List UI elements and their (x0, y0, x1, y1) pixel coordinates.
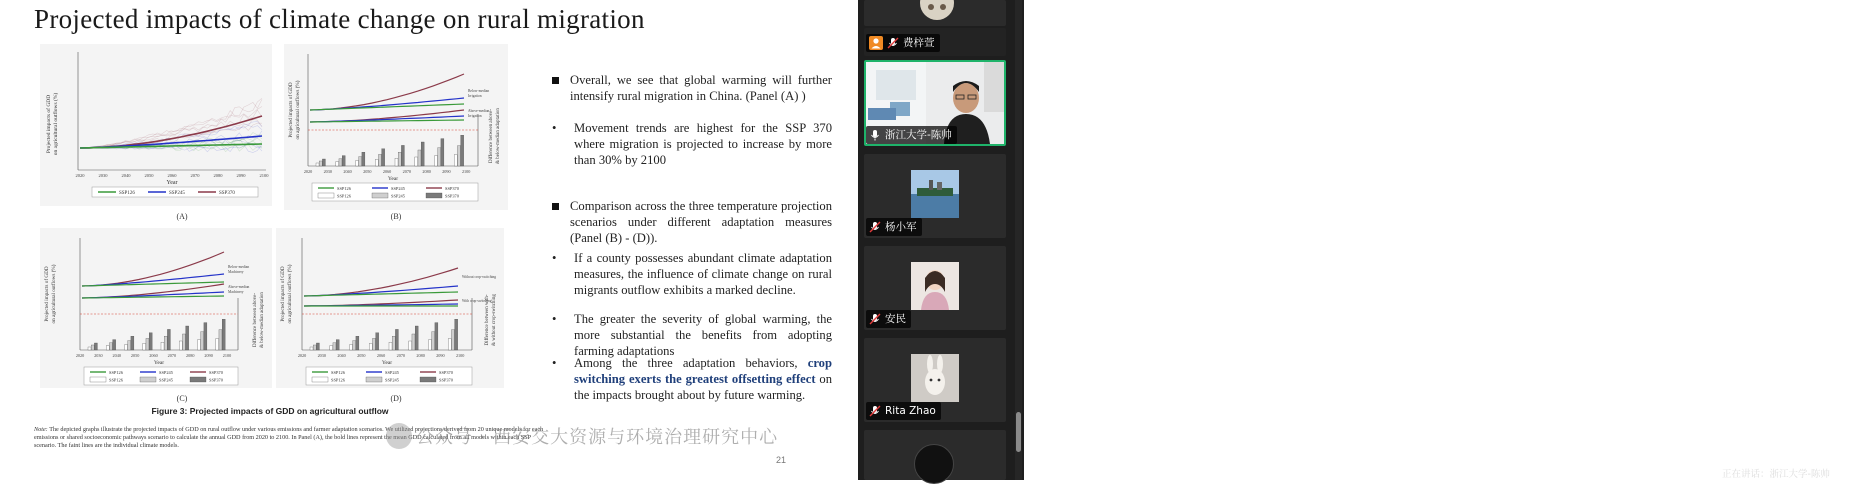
participant-sidebar (858, 0, 1830, 480)
panel-b-caption: (B) (390, 212, 402, 221)
legend-bar-swatch (372, 193, 388, 198)
legend-bar-swatch (140, 377, 156, 382)
x-tick-label: 2040 (343, 169, 352, 174)
difference-bar (322, 159, 325, 166)
difference-bar (398, 152, 401, 166)
x-tick-label: 2070 (167, 353, 177, 358)
presentation-slide (0, 0, 858, 480)
x-tick-label: 2050 (130, 353, 140, 358)
x-tick-label: 2100 (461, 169, 471, 174)
difference-bar (356, 336, 359, 350)
x-axis-label: Year (387, 176, 399, 182)
dot-bullet-icon: • (552, 312, 557, 326)
difference-bar (336, 340, 339, 350)
series-annotation: Machinery (228, 290, 244, 294)
mic-active-icon (869, 129, 881, 141)
bullet-overall-text: Overall, we see that global warming will further intensify rural migration in China. (Panel (A) ) (570, 73, 832, 103)
series-annotation: Irrigation (468, 94, 482, 98)
speaking-indicator: 正在讲话：浙江大学-陈帅 (1722, 469, 1830, 480)
x-axis-label: Year (381, 360, 393, 366)
legend-label: SSP370 (209, 370, 223, 375)
legend-a-ssp245: SSP245 (169, 191, 185, 196)
difference-bar (204, 323, 207, 350)
legend-label: SSP126 (109, 377, 123, 383)
x-tick-label: 2080 (422, 169, 431, 174)
participant-name: 杨小军 (885, 221, 917, 233)
ssp126-without-line (304, 292, 458, 296)
bullet-sub-3 (552, 355, 832, 403)
x-tick-label: 2040 (112, 353, 121, 358)
y2-axis-label: Difference between above- (489, 108, 494, 164)
panel-a-ylabel: Projected impacts of GDD (46, 94, 52, 154)
difference-bar (375, 159, 378, 166)
x-tick-label: 2090 (442, 169, 451, 174)
legend-a-ssp370: SSP370 (219, 191, 235, 196)
difference-bar (461, 135, 464, 166)
difference-bar (382, 149, 385, 166)
difference-bar (219, 330, 222, 350)
x-tick-label: 2040 (337, 353, 346, 358)
sidebar-scroll-track[interactable] (1015, 0, 1022, 480)
square-bullet-icon (552, 203, 559, 210)
participant-name-bar (866, 402, 941, 420)
difference-bar (182, 334, 185, 350)
y-axis-label: Projected impacts of GDD (288, 82, 294, 138)
x-tick-label: 2070 (190, 173, 200, 178)
slide-number: 21 (776, 455, 787, 465)
difference-bar (409, 341, 412, 350)
legend-bar-swatch (318, 193, 334, 198)
x-axis-label: Year (153, 360, 165, 366)
difference-bar (336, 162, 339, 166)
avatar (911, 170, 959, 218)
y2-axis-label: Difference between above- (253, 292, 258, 348)
participant-name: 费梓萱 (903, 37, 935, 49)
participant-tile-partial[interactable] (864, 430, 1006, 480)
participant-tile-partial[interactable] (864, 0, 1006, 26)
series-annotation: Machinery (228, 270, 244, 274)
difference-bar (356, 161, 359, 166)
x-tick-label: 2030 (317, 353, 326, 358)
legend-bar-swatch (366, 377, 382, 382)
y-axis-label: on agricultural outflows (%) (287, 264, 293, 324)
panel-b (284, 44, 508, 210)
participant-name: Rita Zhao (885, 405, 936, 417)
x-tick-label: 2070 (402, 169, 412, 174)
participant-tile[interactable] (864, 154, 1006, 238)
difference-bar (392, 336, 395, 350)
x-tick-label: 2100 (455, 353, 465, 358)
x-tick-label: 2030 (94, 353, 103, 358)
difference-bar (438, 148, 441, 166)
x-tick-label: 2040 (121, 173, 131, 178)
participant-tile-host[interactable] (864, 28, 1006, 56)
panel-d-caption: (D) (390, 394, 402, 403)
figure-note-label: Note: (34, 426, 48, 433)
ssp126-below-line (82, 282, 224, 286)
difference-bar (143, 343, 146, 350)
series-annotation: Above-median (468, 109, 490, 113)
legend-label: SSP370 (445, 186, 459, 191)
x-tick-label: 2100 (259, 173, 269, 178)
bullet-comparison (570, 198, 832, 246)
x-tick-label: 2060 (376, 353, 386, 358)
watermark: 公众号 · 西安交大资源与环境治理研究中心 (416, 427, 779, 448)
bullet-overall-sub-text: Movement trends are highest for the SSP 370 where migration is projected to increase by more than 30% by 2100 (574, 121, 832, 167)
difference-bar (418, 150, 421, 166)
difference-bar (316, 343, 319, 350)
bullet-sub-3-post: on the impacts brought about by future warming. (574, 372, 832, 402)
legend-label: SSP370 (439, 377, 453, 383)
difference-bar (106, 346, 109, 350)
bullet-sub-1-text: If a county possesses abundant climate adaptation measures, the influence of climate change on rural migrants outflow exhibits a marked decline. (574, 251, 832, 297)
x-tick-label: 2050 (357, 353, 366, 358)
panel-b-chart (284, 44, 508, 210)
x-tick-label: 2020 (75, 173, 85, 178)
x-tick-label: 2100 (222, 353, 232, 358)
series-annotation: Above-median (228, 285, 250, 289)
panel-d-chart (276, 228, 504, 388)
difference-bar (198, 340, 201, 350)
bullet-sub-3-pre: Among the three adaptation behaviors, (574, 356, 808, 370)
legend-label: SSP245 (391, 186, 405, 191)
avatar (920, 0, 954, 20)
x-tick-label: 2060 (382, 169, 392, 174)
panel-a-xlabel: Year (166, 180, 178, 186)
difference-bar (339, 159, 342, 166)
difference-bar (454, 155, 457, 166)
difference-bar (369, 343, 372, 350)
difference-bar (421, 142, 424, 166)
avatar (911, 354, 959, 402)
mic-muted-icon (869, 405, 881, 417)
participant-tile-speaker[interactable] (864, 60, 1006, 146)
legend-a-ssp126: SSP126 (119, 191, 135, 196)
difference-bar (362, 152, 365, 166)
participant-tile[interactable] (864, 246, 1006, 330)
x-tick-label: 2090 (204, 353, 213, 358)
difference-bar (216, 339, 219, 350)
y2-axis-label: Difference between with- (485, 294, 490, 346)
difference-bar (395, 329, 398, 350)
difference-bar (113, 340, 116, 350)
legend-label: SSP126 (331, 377, 345, 383)
legend-label: SSP370 (439, 370, 453, 375)
difference-bar (432, 332, 435, 350)
bullet-overall (570, 72, 832, 104)
bullet-overall-sub (552, 120, 832, 168)
series-annotation: Without crop-switching (462, 275, 497, 279)
y-axis-label: on agricultural outflows (%) (51, 264, 57, 324)
legend-bar-swatch (90, 377, 106, 382)
x-tick-label: 2050 (144, 173, 154, 178)
difference-bar (389, 342, 392, 350)
series-annotation: Below-median (228, 265, 250, 269)
x-tick-label: 2060 (149, 353, 158, 358)
difference-bar (161, 342, 164, 350)
x-tick-label: 2020 (75, 353, 85, 358)
difference-bar (429, 340, 432, 350)
bullet-comparison-text: Comparison across the three temperature projection scenarios under different adaptation measures (Panel (B) - (D)). (570, 199, 832, 245)
difference-bar (395, 158, 398, 166)
legend-bar-swatch (426, 193, 442, 198)
panel-a-caption: (A) (176, 212, 188, 221)
x-tick-label: 2080 (186, 353, 195, 358)
legend-label: SSP245 (159, 370, 173, 375)
x-tick-label: 2030 (98, 173, 108, 178)
difference-bar (201, 332, 204, 350)
legend-label: SSP245 (385, 377, 399, 383)
legend-bar-swatch (420, 377, 436, 382)
series-annotation: Below-median (468, 89, 490, 93)
panel-d (276, 228, 504, 388)
difference-bar (435, 323, 438, 350)
legend-label: SSP245 (391, 193, 405, 199)
difference-bar (310, 347, 313, 350)
legend-bar-swatch (312, 377, 328, 382)
panel-c (40, 228, 272, 388)
x-tick-label: 2080 (416, 353, 425, 358)
difference-bar (149, 333, 152, 350)
difference-bar (401, 145, 404, 166)
x-tick-label: 2070 (396, 353, 406, 358)
legend-bar-swatch (190, 377, 206, 382)
difference-bar (415, 157, 418, 166)
x-tick-label: 2020 (303, 169, 313, 174)
participant-name-bar (866, 218, 922, 236)
difference-bar (376, 333, 379, 350)
bullet-sub-2 (552, 311, 832, 359)
y-axis-label: Projected impacts of GDD (44, 266, 50, 322)
panel-a-chart (40, 44, 272, 206)
participant-name-bar (866, 126, 957, 144)
participant-name: 浙江大学-陈帅 (885, 129, 952, 141)
dot-bullet-icon: • (552, 121, 557, 135)
difference-bar (125, 345, 128, 350)
legend-label: SSP245 (159, 377, 173, 383)
slide-title: Projected impacts of climate change on rural migration (34, 4, 645, 34)
difference-bar (146, 338, 149, 350)
participant-name: 安民 (885, 313, 906, 325)
participant-name-bar (866, 310, 911, 328)
series-annotation: Irrigation (468, 114, 482, 118)
difference-bar (455, 319, 458, 350)
participant-tile[interactable] (864, 338, 1006, 422)
difference-bar (167, 329, 170, 350)
difference-bar (319, 161, 322, 166)
difference-bar (330, 346, 333, 350)
difference-bar (313, 345, 316, 350)
panel-c-chart (40, 228, 272, 388)
avatar (911, 262, 959, 310)
x-tick-label: 2060 (167, 173, 177, 178)
legend-label: SSP245 (385, 370, 399, 375)
legend-label: SSP370 (445, 193, 459, 199)
difference-bar (412, 334, 415, 350)
difference-bar (179, 341, 182, 350)
y-axis-label: Projected impacts of GDD (280, 266, 286, 322)
y2-axis-label: & without crop-switching (492, 294, 497, 346)
mic-muted-icon (869, 313, 881, 325)
panel-c-caption: (C) (176, 394, 188, 403)
legend-label: SSP126 (331, 370, 345, 375)
figure-caption: Figure 3: Projected impacts of GDD on agricultural outflow (151, 406, 389, 416)
difference-bar (316, 163, 319, 166)
x-tick-label: 2090 (436, 353, 445, 358)
y2-axis-label: & below-median adaptation (496, 108, 501, 164)
difference-bar (91, 345, 94, 350)
difference-bar (448, 339, 451, 350)
difference-bar (441, 139, 444, 166)
mic-muted-icon (887, 37, 899, 49)
x-tick-label: 2020 (297, 353, 307, 358)
bullet-sub-2-text: The greater the severity of global warming, the more substantial the benefits from adopting farming adaptations (574, 312, 832, 358)
difference-bar (378, 154, 381, 166)
x-tick-label: 2050 (363, 169, 372, 174)
panel-a-ylabel-2: on agricultural outflows (%) (53, 92, 59, 156)
panel-a (40, 44, 272, 206)
difference-bar (415, 326, 418, 350)
series-annotation: With crop-switching (462, 299, 492, 303)
legend-label: SSP370 (209, 377, 223, 383)
difference-bar (94, 343, 97, 350)
legend-label: SSP126 (337, 193, 351, 199)
mic-muted-icon (869, 221, 881, 233)
difference-bar (457, 146, 460, 166)
difference-bar (88, 347, 91, 350)
figure-note-text: The depicted graphs illustrate the projected impacts of GDD on rural outflow under various emissions and farmer adaptation scenarios. We utilized projections derived from 20 unique models for each emissions or shared socioeconomic pathways scenario to calculate the annual GDD from 2020 to 2100. In Panel (A), the bold lines represent the mean GDD calculated from all models within each SSP scenario. The faint lines are the individual climate models. (34, 426, 544, 449)
difference-bar (164, 336, 167, 350)
x-tick-label: 2030 (323, 169, 332, 174)
y-axis-label: on agricultural outflows (%) (295, 80, 301, 140)
legend-label: SSP126 (337, 186, 351, 191)
bullet-sub-3-highlight: crop switching exerts the greatest offsetting effect (574, 356, 832, 386)
legend-label: SSP126 (109, 370, 123, 375)
y2-axis-label: & below-median adaptation (260, 292, 265, 348)
difference-bar (451, 330, 454, 350)
x-tick-label: 2080 (213, 173, 223, 178)
avatar (914, 444, 954, 484)
difference-bar (131, 336, 134, 350)
difference-bar (342, 156, 345, 166)
difference-bar (372, 338, 375, 350)
difference-bar (128, 341, 131, 350)
participant-name-bar (866, 34, 940, 52)
host-badge-icon (869, 36, 883, 50)
difference-bar (359, 157, 362, 166)
dot-bullet-icon: • (552, 251, 557, 265)
difference-bar (435, 156, 438, 166)
square-bullet-icon (552, 77, 559, 84)
difference-bar (109, 343, 112, 350)
dot-bullet-icon: • (552, 356, 557, 370)
difference-bar (350, 345, 353, 350)
difference-bar (353, 341, 356, 350)
x-tick-label: 2090 (236, 173, 246, 178)
sidebar-scrollbar[interactable] (1016, 412, 1021, 452)
difference-bar (333, 343, 336, 350)
difference-bar (186, 326, 189, 350)
difference-bar (222, 319, 225, 350)
bullet-sub-1 (552, 250, 832, 298)
